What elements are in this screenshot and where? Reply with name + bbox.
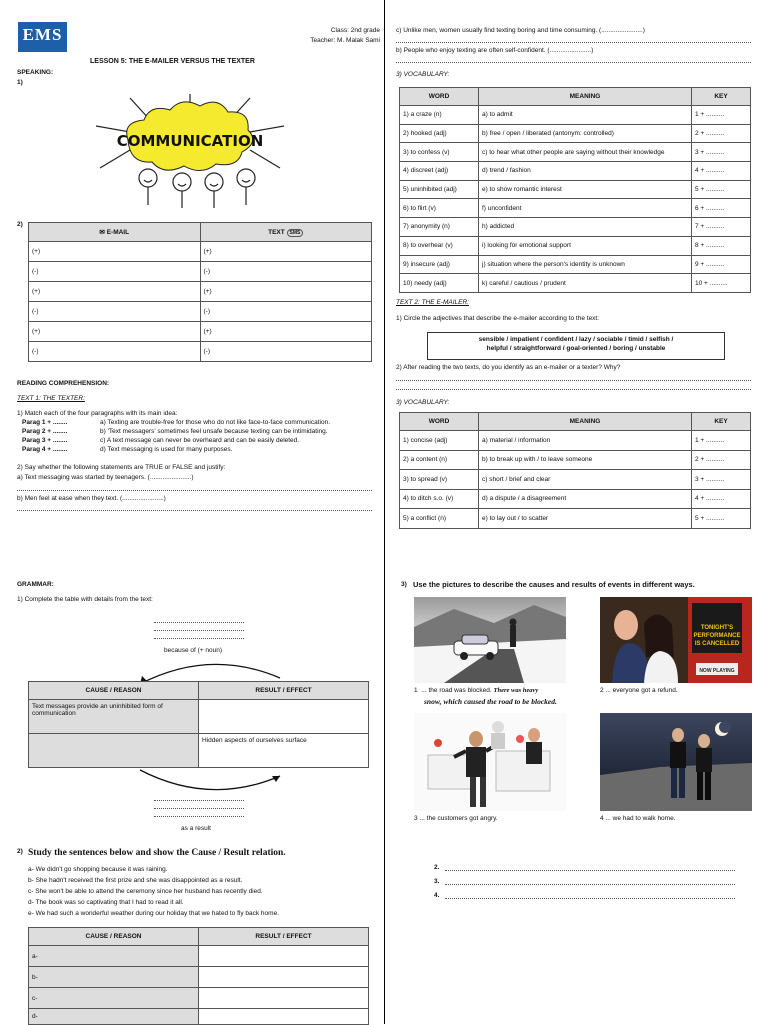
page-divider <box>384 0 385 1024</box>
cause-cell[interactable]: b- <box>29 967 199 988</box>
result-cell[interactable] <box>199 946 369 967</box>
email-header: ✉ E-MAIL <box>29 223 201 242</box>
cause-cell[interactable]: a- <box>29 946 199 967</box>
vocab-meaning: c) short / brief and clear <box>479 470 692 490</box>
vocab-label-2: 3) VOCABULARY: <box>396 399 450 406</box>
text2-title: TEXT 2: THE E-MAILER: <box>396 299 469 306</box>
vocab-key[interactable]: 5 + .......... <box>692 509 751 529</box>
vocab-word: 7) anonymity (n) <box>400 218 479 237</box>
sentence-e: e- We had such a wonderful weather during our holiday that we hated to fly back home. <box>28 910 279 917</box>
table-cell: (-) <box>29 302 201 322</box>
reading-label: READING COMPREHENSION: <box>17 380 110 387</box>
as-result-label: as a result <box>181 825 211 832</box>
adjectives-box <box>427 332 725 360</box>
vocab-word: 4) to ditch s.o. (v) <box>400 489 479 509</box>
cloud-word: COMMUNICATION <box>116 132 264 150</box>
line-label-3: 3. <box>434 878 440 885</box>
pictures-q3-num: 3) <box>401 581 407 588</box>
adjectives-line-1[interactable]: sensible / impatient / confident / lazy / sociable / timid / selfish / <box>478 336 674 343</box>
reading-q2: 2) Say whether the following statements are TRUE or FALSE and justify: <box>17 464 226 471</box>
vocab-word: 3) to confess (v) <box>400 143 479 162</box>
parag-3: Parag 3 + ........ <box>22 437 68 444</box>
sentence-c: c- She won't be able to attend the ceremony since her husband has recently died. <box>28 888 263 895</box>
answer-line[interactable] <box>396 42 751 43</box>
answer-line[interactable] <box>396 389 751 390</box>
vocab-word: 5) a conflict (n) <box>400 509 479 529</box>
vocab-key[interactable]: 10 + .......... <box>692 274 751 293</box>
grammar-q2-num: 2) <box>17 848 23 855</box>
adjectives-line-2[interactable]: helpful / straightforward / goal-oriented / boring / unstable <box>486 345 666 352</box>
grammar-label: GRAMMAR: <box>17 581 54 588</box>
restaurant-picture <box>414 713 566 811</box>
col-header: MEANING <box>479 413 692 431</box>
reading-qa: a) Text messaging was started by teenagers. (.......................) <box>17 474 194 481</box>
table-cell: (-) <box>29 342 201 362</box>
vocab-table-2 <box>399 412 751 529</box>
vocab-meaning: b) free / open / liberated (antonym: controlled) <box>479 124 692 143</box>
vocab-key[interactable]: 2 + .......... <box>692 450 751 470</box>
vocab-meaning: f) unconfident <box>479 199 692 218</box>
parag-2: Parag 2 + ........ <box>22 428 68 435</box>
grammar-q1: 1) Complete the table with details from the text: <box>17 596 153 603</box>
walking-home-picture <box>600 713 752 811</box>
pictures-q3: Use the pictures to describe the causes and results of events in different ways. <box>413 580 695 589</box>
sign-line-3: IS CANCELLED <box>694 641 740 647</box>
email-text-table <box>28 222 372 362</box>
cause-cell[interactable]: c- <box>29 988 199 1009</box>
reading-qb: b) Men feel at ease when they text. (.......................) <box>17 495 166 502</box>
vocab-key[interactable]: 2 + .......... <box>692 124 751 143</box>
envelope-icon: ✉ <box>99 229 107 236</box>
vocab-key[interactable]: 8 + .......... <box>692 236 751 255</box>
idea-c: c) A text message can never be overheard and can be easily deleted. <box>100 437 300 444</box>
table-cell: (+) <box>29 242 201 262</box>
table-cell: (+) <box>29 322 201 342</box>
cancelled-performance-picture <box>600 597 752 683</box>
vocab-meaning: d) trend / fashion <box>479 162 692 181</box>
teacher-label: Teacher: M. Malak Sami <box>310 37 380 44</box>
answer-line[interactable] <box>445 870 735 871</box>
table-cell: (+) <box>29 282 201 302</box>
answer-line[interactable] <box>445 884 735 885</box>
vocab-meaning: k) careful / cautious / prudent <box>479 274 692 293</box>
vocab-meaning: b) to break up with / to leave someone <box>479 450 692 470</box>
col-header: MEANING <box>479 88 692 106</box>
communication-illustration <box>90 90 290 210</box>
col-header: RESULT / EFFECT <box>199 928 369 946</box>
cause-cell[interactable] <box>29 734 199 768</box>
vocab-meaning: c) to hear what other people are saying without their knowledge <box>479 143 692 162</box>
sign-line-1: TONIGHT'S <box>700 625 734 631</box>
col-header: CAUSE / REASON <box>29 928 199 946</box>
cause-result-table-1 <box>28 681 369 768</box>
caption-1: 1 ... the road was blocked. There was heavy <box>414 687 539 694</box>
vocab-word: 4) discreet (adj) <box>400 162 479 181</box>
col-header: RESULT / EFFECT <box>199 682 369 700</box>
class-label: Class: 2nd grade <box>330 27 380 34</box>
speaking-n2: 2) <box>17 221 23 228</box>
line-label-2: 2. <box>434 864 440 871</box>
sentence-a: a- We didn't go shopping because it was raining. <box>28 866 168 873</box>
col-header: KEY <box>692 88 751 106</box>
vocab-word: 3) to spread (v) <box>400 470 479 490</box>
ems-logo: EMS <box>18 22 67 52</box>
vocab-key[interactable]: 4 + .......... <box>692 489 751 509</box>
answer-line[interactable] <box>17 490 372 491</box>
vocab-meaning: i) looking for emotional support <box>479 236 692 255</box>
vocab-key[interactable]: 6 + .......... <box>692 199 751 218</box>
vocab-key[interactable]: 4 + .......... <box>692 162 751 181</box>
idea-d: d) Text messaging is used for many purposes. <box>100 446 233 453</box>
caption-1-answer: snow, which caused the road to be blocked. <box>424 697 557 706</box>
col-header: WORD <box>400 88 479 106</box>
vocab-word: 10) needy (adj) <box>400 274 479 293</box>
sign-line-2: PERFORMANCE <box>693 633 741 639</box>
right-qb: b) People who enjoy texting are often self-confident. (.......................) <box>396 47 594 54</box>
because-of-label: because of (+ noun) <box>164 647 222 654</box>
table-cell: (+) <box>200 322 372 342</box>
vocab-meaning: j) situation where the person's identity is unknown <box>479 255 692 274</box>
arrow-bottom <box>120 768 300 798</box>
vocab-key[interactable]: 3 + .......... <box>692 143 751 162</box>
vocab-word: 5) uninhibited (adj) <box>400 180 479 199</box>
vocab-word: 2) a content (n) <box>400 450 479 470</box>
vocab-key[interactable]: 9 + .......... <box>692 255 751 274</box>
text-header: TEXT SMS <box>200 223 372 242</box>
parag-1: Parag 1 + ........ <box>22 419 68 426</box>
result-cell[interactable] <box>199 1009 369 1025</box>
vocab-word: 6) to flirt (v) <box>400 199 479 218</box>
table-cell: (+) <box>200 242 372 262</box>
vocab-key[interactable]: 7 + .......... <box>692 218 751 237</box>
caption-4: 4 ... we had to walk home. <box>600 815 676 822</box>
answer-line[interactable] <box>396 380 751 381</box>
result-cell[interactable] <box>199 988 369 1009</box>
answer-line[interactable] <box>396 62 751 63</box>
vocab-word: 1) concise (adj) <box>400 431 479 451</box>
idea-a: a) Texting are trouble-free for those who do not like face-to-face communication. <box>100 419 331 426</box>
answer-line[interactable] <box>154 816 244 817</box>
sentence-b: b- She hadn't received the first prize and she was disappointed as a result. <box>28 877 243 884</box>
vocab-key[interactable]: 5 + .......... <box>692 180 751 199</box>
vocab-label-1: 3) VOCABULARY: <box>396 71 450 78</box>
table-cell: (-) <box>29 262 201 282</box>
line-label-4: 4. <box>434 892 440 899</box>
table-cell: (+) <box>200 282 372 302</box>
grammar-q2: Study the sentences below and show the Cause / Result relation. <box>28 848 286 858</box>
vocab-meaning: a) material / information <box>479 431 692 451</box>
right-qc: c) Unlike men, women usually find texting boring and time consuming. (.......................) <box>396 27 645 34</box>
circle-question: 1) Circle the adjectives that describe the e-mailer according to the text: <box>396 315 600 322</box>
answer-line[interactable] <box>154 800 244 801</box>
vocab-meaning: e) to lay out / to scatter <box>479 509 692 529</box>
table-cell: (-) <box>200 302 372 322</box>
parag-4: Parag 4 + ........ <box>22 446 68 453</box>
sentence-d: d- The book was so captivating that I had to read it all. <box>28 899 184 906</box>
vocab-meaning: h) addicted <box>479 218 692 237</box>
col-header: CAUSE / REASON <box>29 682 199 700</box>
table-cell: (-) <box>200 262 372 282</box>
vocab-table-1 <box>399 87 751 293</box>
vocab-word: 1) a craze (n) <box>400 106 479 125</box>
vocab-word: 8) to overhear (v) <box>400 236 479 255</box>
vocab-word: 2) hooked (adj) <box>400 124 479 143</box>
vocab-meaning: a) to admit <box>479 106 692 125</box>
text1-title: TEXT 1: THE TEXTER: <box>17 395 85 402</box>
snow-road-picture <box>414 597 566 683</box>
answer-line[interactable] <box>154 638 244 639</box>
now-playing-sign: NOW PLAYING <box>699 668 735 674</box>
speaking-n1: 1) <box>17 79 23 86</box>
cause-cell[interactable]: d- <box>29 1009 199 1025</box>
cause-result-table-2 <box>28 927 369 1025</box>
table-cell: (-) <box>200 342 372 362</box>
answer-line[interactable] <box>445 898 735 899</box>
answer-line[interactable] <box>17 510 372 511</box>
vocab-meaning: d) a dispute / a disagreement <box>479 489 692 509</box>
result-cell: Hidden aspects of ourselves surface <box>199 734 369 768</box>
vocab-key[interactable]: 1 + .......... <box>692 106 751 125</box>
caption-3: 3 ... the customers got angry. <box>414 815 498 822</box>
reading-q1: 1) Match each of the four paragraphs with its main idea: <box>17 410 178 417</box>
idea-b: b) 'Text messagers' sometimes feel unsafe because texting can be intimidating. <box>100 428 328 435</box>
col-header: KEY <box>692 413 751 431</box>
answer-line[interactable] <box>154 630 244 631</box>
after-question: 2) After reading the two texts, do you identify as an e-mailer or a texter? Why? <box>396 364 621 371</box>
speaking-label: SPEAKING: <box>17 69 54 76</box>
answer-line[interactable] <box>154 622 244 623</box>
vocab-key[interactable]: 1 + .......... <box>692 431 751 451</box>
result-cell[interactable] <box>199 967 369 988</box>
vocab-key[interactable]: 3 + .......... <box>692 470 751 490</box>
result-cell[interactable] <box>199 700 369 734</box>
sms-icon: SMS <box>287 229 304 237</box>
lesson-title: LESSON 5: THE E-MAILER VERSUS THE TEXTER <box>90 58 255 65</box>
cause-cell: Text messages provide an uninhibited form of communication <box>29 700 199 734</box>
answer-line[interactable] <box>154 808 244 809</box>
caption-2: 2 ... everyone got a refund. <box>600 687 678 694</box>
vocab-meaning: e) to show romantic interest <box>479 180 692 199</box>
vocab-word: 9) insecure (adj) <box>400 255 479 274</box>
col-header: WORD <box>400 413 479 431</box>
